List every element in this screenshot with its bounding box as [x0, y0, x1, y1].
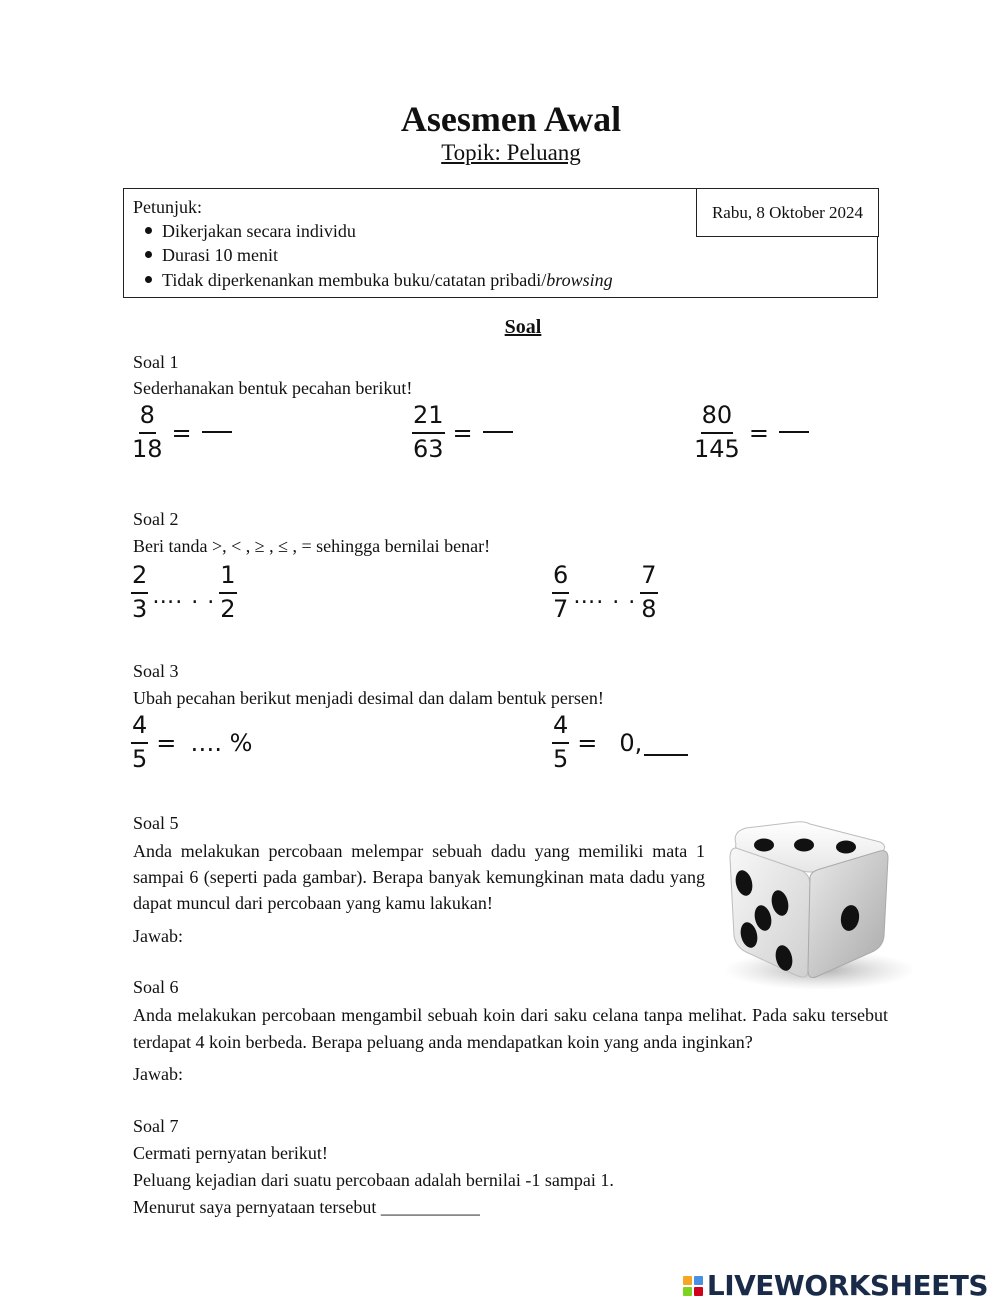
soal6-label: Soal 6	[133, 977, 179, 997]
liveworksheets-mark-icon	[683, 1276, 703, 1296]
instruction-item: Durasi 10 menit	[145, 245, 278, 266]
date-box	[696, 188, 879, 237]
soal2-comparison-2: $\frac{6}{7}$ …. . . $\frac{7}{8}$	[553, 561, 657, 623]
soal3-percent: $\frac{4}{5}$ = …. %	[132, 711, 253, 773]
compare-blank[interactable]: …. . .	[573, 584, 637, 610]
liveworksheets-logo	[683, 1269, 988, 1302]
soal1-label: Soal 1	[133, 352, 179, 372]
date-text: Rabu, 8 Oktober 2024	[711, 202, 864, 222]
soal6-text: Anda melakukan percobaan mengambil sebuah koin dari saku celana tanpa melihat. Pada saku tersebut terdapat 4 koin berbeda. Berapa peluang anda mendapatkan koin yang anda inginkan?	[133, 1005, 888, 1052]
instructions-label: Petunjuk:	[133, 197, 203, 217]
answer-blank[interactable]	[779, 431, 809, 433]
soal5-text: Anda melakukan percobaan melempar sebuah dadu yang memiliki mata 1 sampai 6 (seperti pada gambar). Berapa banyak kemungkinan mata dadu yang dapat muncul dari percobaan yang kamu lakukan!	[133, 841, 705, 913]
bullet-icon	[145, 251, 152, 258]
answer-blank[interactable]	[483, 431, 513, 433]
soal1-fraction-2: $\frac{21}{63}$ =	[412, 402, 513, 463]
instruction-item: Dikerjakan secara individu	[145, 221, 356, 242]
soal5-label: Soal 5	[133, 813, 179, 833]
answer-blank[interactable]	[202, 431, 232, 433]
dice-illustration	[712, 818, 912, 994]
bullet-icon	[145, 276, 152, 283]
soal2-prompt: Beri tanda >, < , ≥ , ≤ , = sehingga bernilai benar!	[133, 536, 491, 556]
soal7-label: Soal 7	[133, 1116, 179, 1136]
soal1-fraction-1: $\frac{8}{18}$ =	[131, 402, 232, 463]
percent-answer[interactable]: …. %	[190, 728, 253, 757]
soal7-line2: Peluang kejadian dari suatu percobaan adalah bernilai -1 sampai 1.	[133, 1170, 614, 1190]
soal3-decimal: $\frac{4}{5}$ = 0,	[552, 712, 688, 773]
soal5-answer-label: Jawab:	[133, 926, 183, 946]
soal1-prompt: Sederhanakan bentuk pecahan berikut!	[133, 378, 413, 398]
soal6-answer-label: Jawab:	[133, 1064, 183, 1084]
soal3-prompt: Ubah pecahan berikut menjadi desimal dan dalam bentuk persen!	[133, 688, 604, 708]
soal2-label: Soal 2	[133, 509, 179, 529]
decimal-answer: 0,	[619, 728, 643, 757]
decimal-blank[interactable]	[644, 754, 688, 756]
soal7-line3: Menurut saya pernyataan tersebut ___________	[133, 1197, 480, 1217]
bullet-icon	[145, 227, 152, 234]
soal1-fraction-3: $\frac{80}{145}$ =	[693, 402, 809, 463]
logo-text: LIVEWORKSHEETS	[706, 1269, 988, 1302]
soal3-label: Soal 3	[133, 661, 179, 681]
page-subtitle: Topik: Peluang	[441, 140, 581, 165]
soal2-comparison-1: $\frac{2}{3}$ …. . . $\frac{1}{2}$	[132, 561, 236, 623]
soal7-line1: Cermati pernyatan berikut!	[133, 1143, 328, 1163]
compare-blank[interactable]: …. . .	[152, 584, 216, 610]
instruction-item: Tidak diperkenankan membuka buku/catatan pribadi/browsing	[145, 270, 613, 291]
section-title: Soal	[504, 316, 542, 338]
page-title: Asesmen Awal	[400, 99, 622, 139]
